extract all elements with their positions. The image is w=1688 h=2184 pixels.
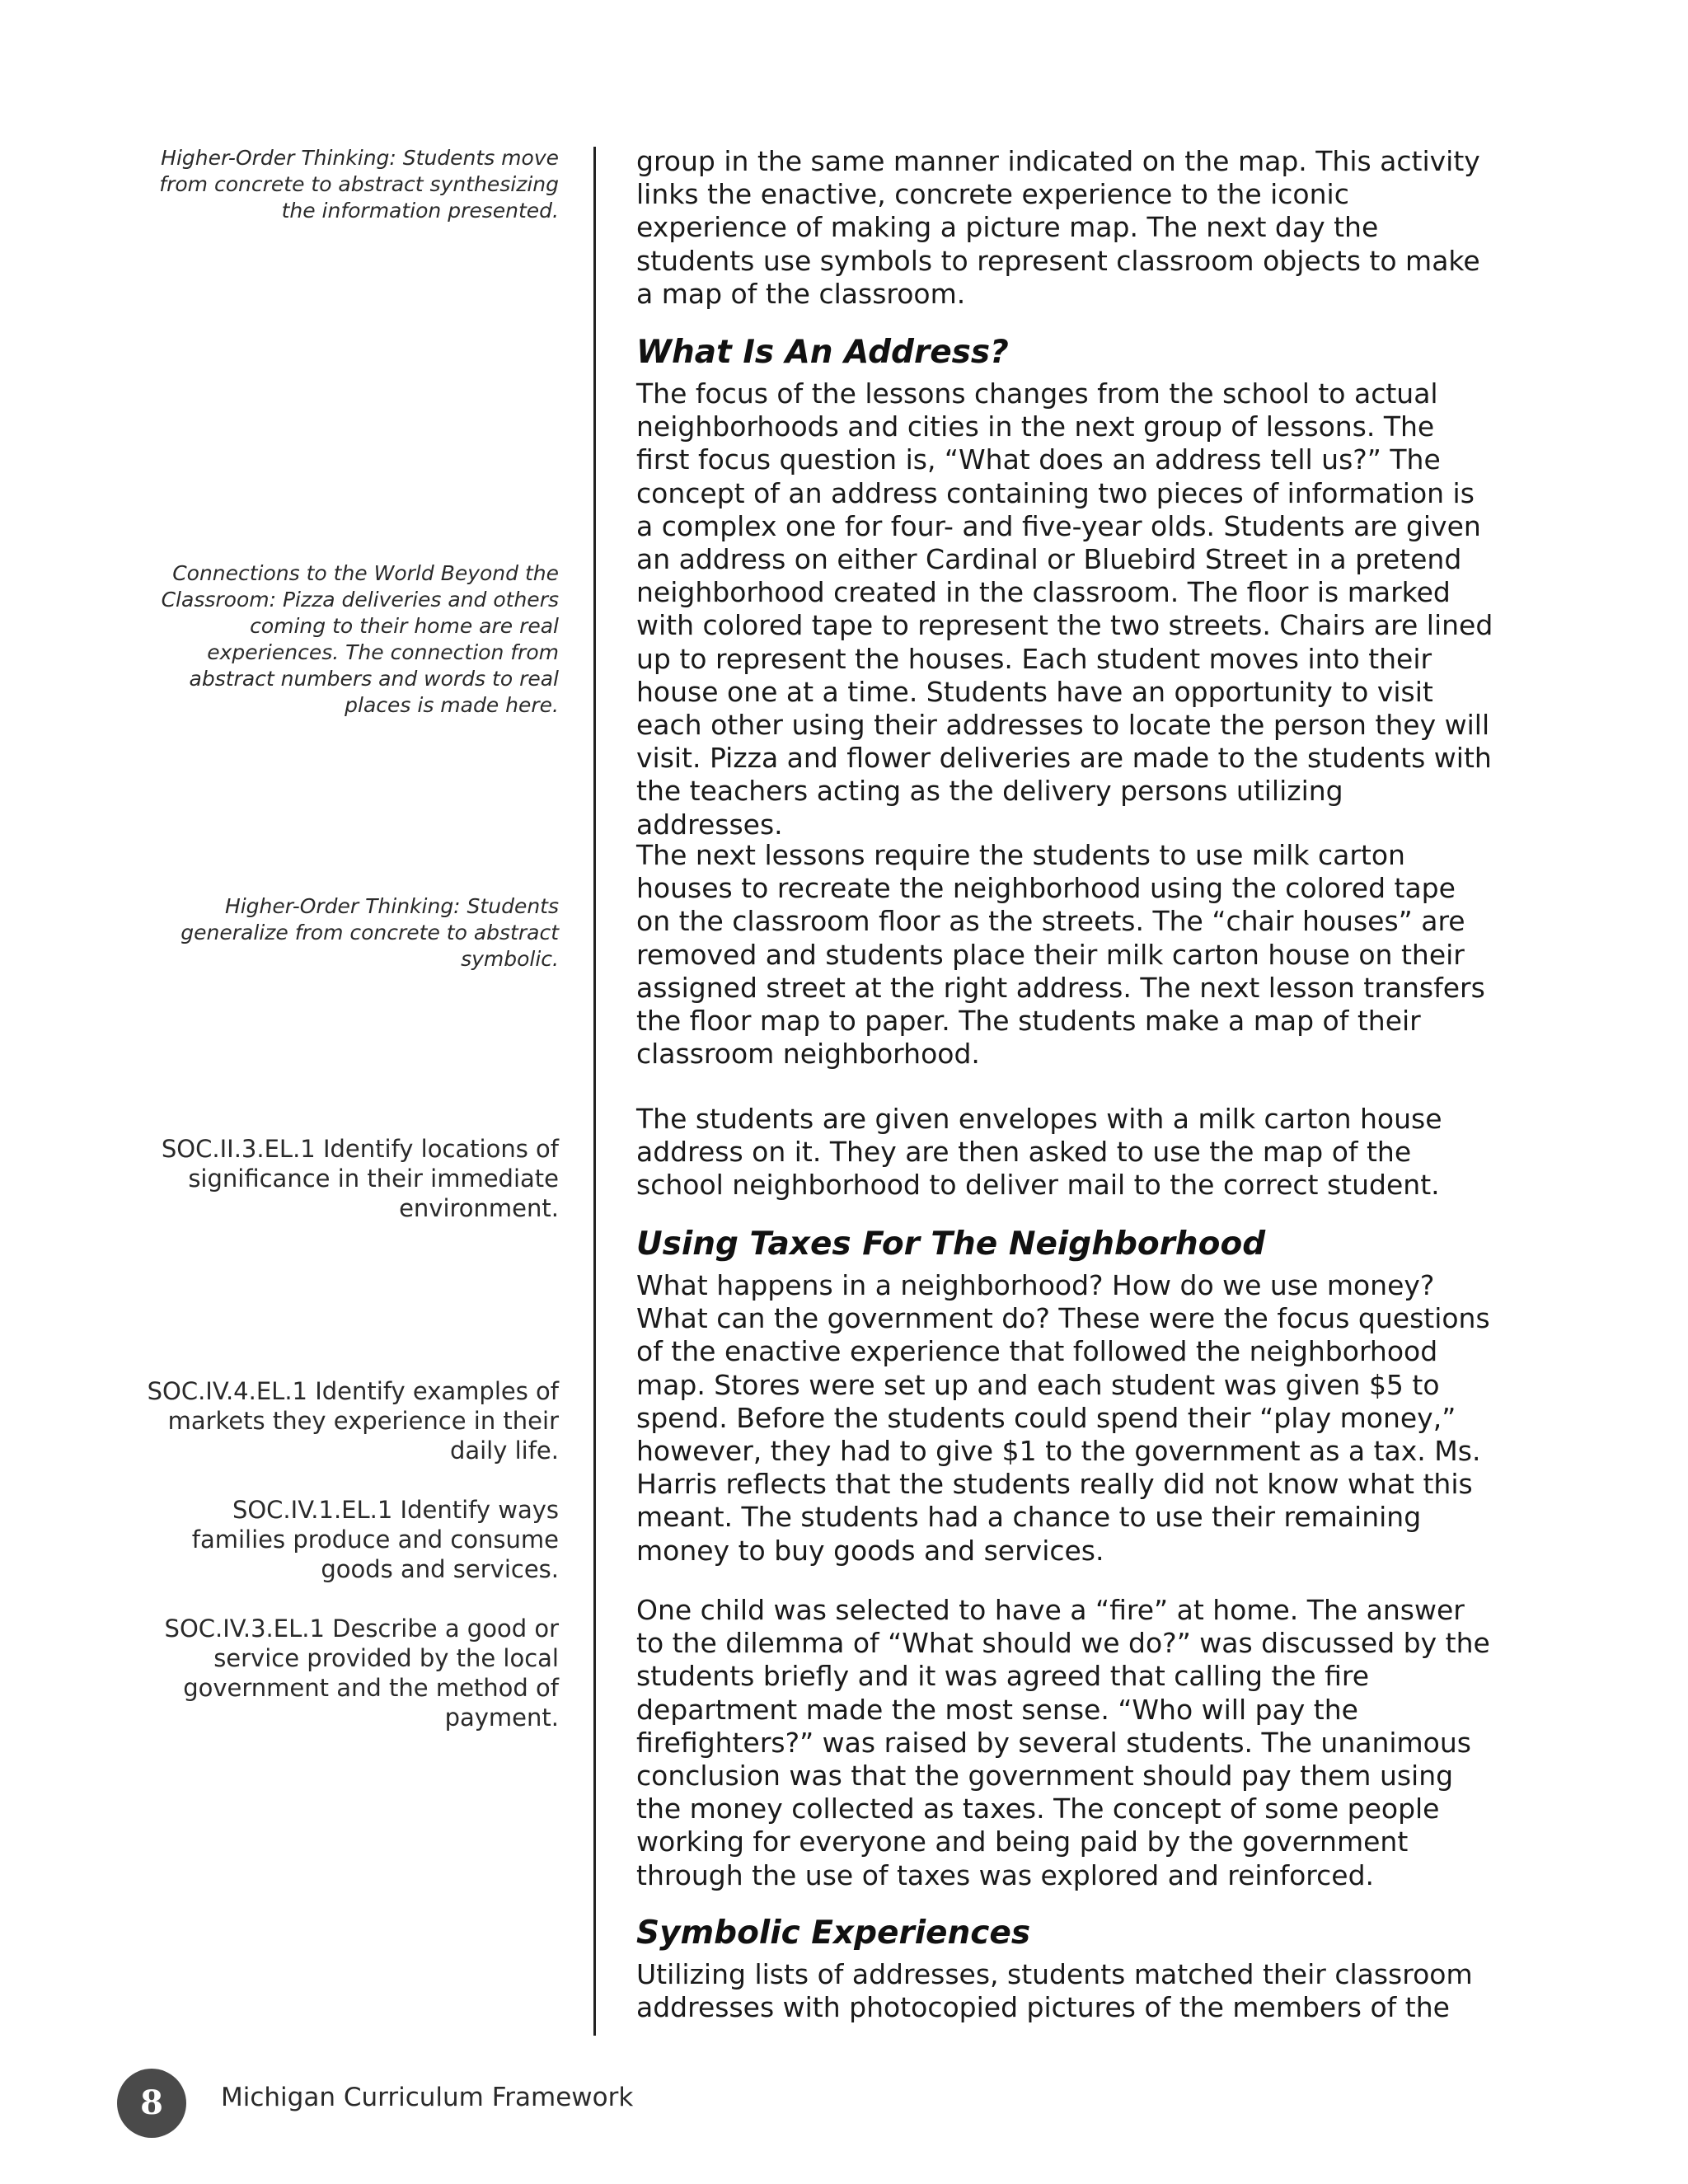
paragraph-address-lessons: The focus of the lessons changes from the school to actual neighborhoods and cities in the next group of lessons. The first focus question is, “What does an address tell us?” The concept of an address containing two pieces of information is a complex one for four- and five-year olds. Students are given an address on either Cardinal or Bluebird Street in a pretend neighborhood created in the classroom. The floor is marked with colored tape to represent the two streets. Chairs are lined up to represent the houses. Each student moves into their house one at a time. Students have an opportunity to visit each other using their addresses to locate the person they will visit. Pizza and flower deliveries are made to the students with the teachers acting as the delivery persons utilizing addresses. <box>636 377 1493 841</box>
sidebar-standard-soc-iv-3: SOC.IV.3.EL.1 Describe a good or service provided by the local government and the method of payment. <box>164 1615 559 1732</box>
sidebar-standard-soc-iv-4: SOC.IV.4.EL.1 Identify examples of markets they experience in their daily life. <box>147 1377 559 1465</box>
sidebar-note-higher-order-2: Higher-Order Thinking: Students generalize from concrete to abstract symbolic. <box>181 894 559 971</box>
sidebar-note-higher-order-1: Higher-Order Thinking: Students move from concrete to abstract synthesizing the information presented. <box>159 146 559 223</box>
paragraph-taxes: What happens in a neighborhood? How do we use money? What can the government do? These were the focus questions of the enactive experience that followed the neighborhood map. Stores were set up and each student was given $5 to spend. Before the students could spend their “play money,” however, they had to give $1 to the government as a tax. Ms. Harris reflects that the students really did not know what this meant. The students had a chance to use their remaining money to buy goods and services. <box>636 1269 1490 1567</box>
heading-using-taxes: Using Taxes For The Neighborhood <box>636 1226 1266 1263</box>
paragraph-map-activity: group in the same manner indicated on the map. This activity links the enactive, concrete experience to the iconic experience of making a picture map. The next day the students use symbols to represent classroom objects to make a map of the classroom. <box>636 145 1480 310</box>
sidebar-standard-soc-ii-3: SOC.II.3.EL.1 Identify locations of significance in their immediate environment. <box>161 1135 559 1222</box>
sidebar-note-connections: Connections to the World Beyond the Classroom: Pizza deliveries and others coming to their home are real experiences. The connection from abstract numbers and words to real places is made here. <box>161 561 559 717</box>
footer-title: Michigan Curriculum Framework <box>221 2083 634 2112</box>
paragraph-milk-carton-houses: The next lessons require the students to use milk carton houses to recreate the neighborhood using the colored tape on the classroom floor as the streets. The “chair houses” are removed and students place their milk carton house on their assigned street at the right address. The next lesson transfers the floor map to paper. The students make a map of their classroom neighborhood. <box>636 839 1485 1071</box>
column-divider <box>593 147 596 2036</box>
heading-what-is-an-address: What Is An Address? <box>636 334 1009 371</box>
paragraph-envelopes: The students are given envelopes with a milk carton house address on it. They are then asked to use the map of the school neighborhood to deliver mail to the correct student. <box>636 1103 1442 1202</box>
paragraph-fire: One child was selected to have a “fire” at home. The answer to the dilemma of “What should we do?” was discussed by the students briefly and it was agreed that calling the fire department made the most sense. “Who will pay the firefighters?” was raised by several students. The unanimous conclusion was that the government should pay them using the money collected as taxes. The concept of some people working for everyone and being paid by the government through the use of taxes was explored and reinforced. <box>636 1594 1490 1891</box>
heading-symbolic-experiences: Symbolic Experiences <box>636 1915 1031 1952</box>
page-number-badge: 8 <box>117 2069 186 2138</box>
paragraph-symbolic: Utilizing lists of addresses, students matched their classroom addresses with photocopied pictures of the members of the <box>636 1958 1473 2024</box>
sidebar-standard-soc-iv-1: SOC.IV.1.EL.1 Identify ways families produce and consume goods and services. <box>191 1496 559 1583</box>
